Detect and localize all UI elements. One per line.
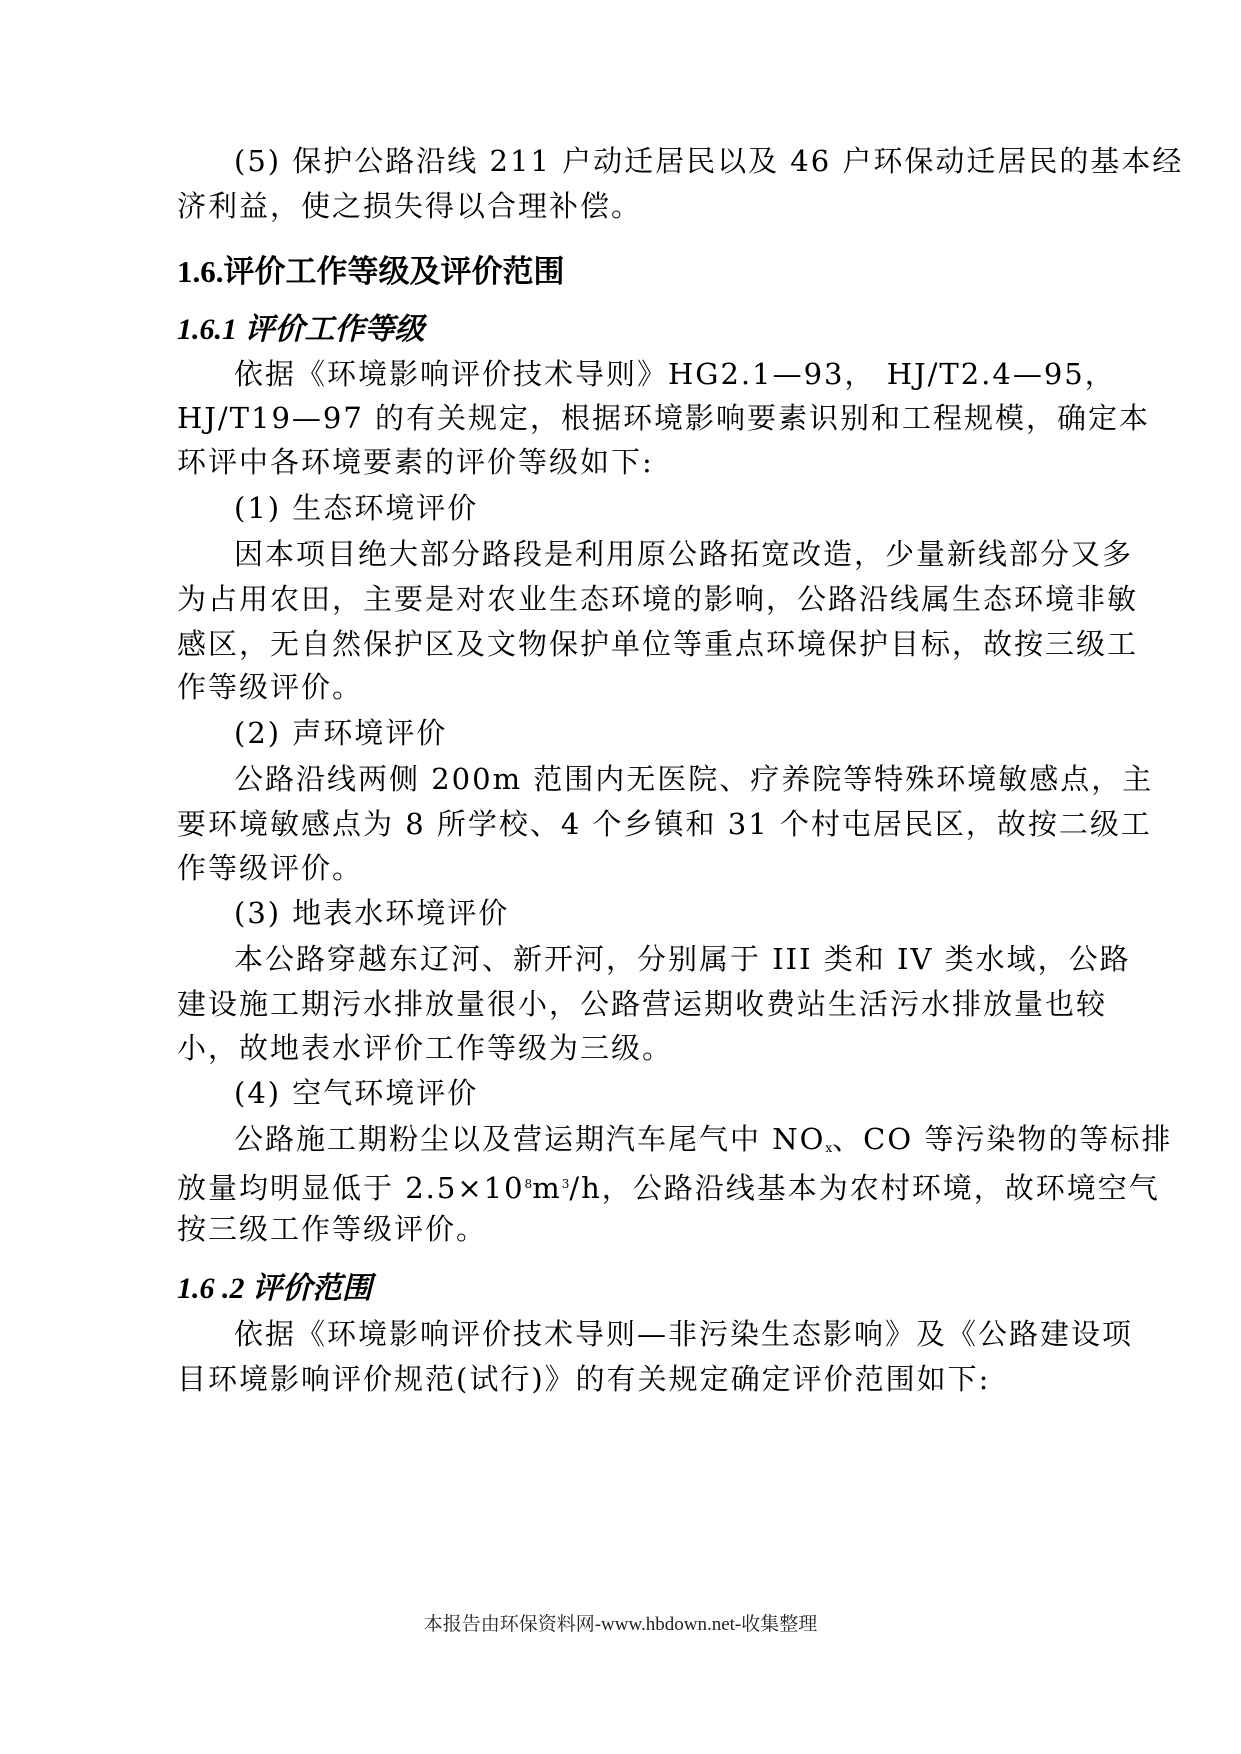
- noise-line1: 公路沿线两侧 200m 范围内无医院、疗养院等特殊环境敏感点，主: [234, 762, 1154, 796]
- scope-line2: 目环境影响评价规范(试行)》的有关规定确定评价范围如下:: [177, 1362, 991, 1396]
- air-line1: [234, 1119, 1173, 1168]
- noise-line2: 要环境敏感点为 8 所学校、4 个乡镇和 31 个村屯居民区，故按二级工: [177, 807, 1152, 841]
- water-line2: 建设施工期污水排放量很小，公路营运期收费站生活污水排放量也较: [177, 987, 1108, 1021]
- air-line2-part-c: /h，公路沿线基本为农村环境，故环境空气: [569, 1171, 1160, 1205]
- air-line1-part-b: 、CO 等污染物的等标排: [832, 1122, 1173, 1156]
- exponent-3: 3: [561, 1177, 570, 1191]
- air-heading: (4) 空气环境评价: [234, 1076, 479, 1110]
- section-heading-1-6-1: 1.6.1 评价工作等级: [177, 313, 425, 346]
- air-line3: 按三级工作等级评价。: [177, 1212, 488, 1246]
- exponent-8: 8: [524, 1177, 533, 1191]
- eco-line3: 感区，无自然保护区及文物保护单位等重点环境保护目标，故按三级工: [177, 627, 1139, 661]
- page-footer: 本报告由环保资料网-www.hbdown.net-收集整理: [423, 1614, 818, 1635]
- scope-line1: 依据《环境影响评价技术导则—非污染生态影响》及《公路建设项: [234, 1317, 1134, 1351]
- nox-subscript: x: [825, 1141, 833, 1155]
- air-line2-part-b: m: [532, 1171, 562, 1205]
- water-heading: (3) 地表水环境评价: [234, 896, 510, 930]
- noise-heading: (2) 声环境评价: [234, 716, 448, 750]
- water-line1: 本公路穿越东辽河、新开河，分别属于 III 类和 IV 类水域，公路: [234, 942, 1131, 976]
- air-line2: [177, 1164, 1160, 1208]
- para5-line1: (5) 保护公路沿线 211 户动迁居民以及 46 户环保动迁居民的基本经: [234, 144, 1184, 178]
- section-heading-1-6: 1.6.评价工作等级及评价范围: [177, 254, 565, 289]
- noise-line3: 作等级评价。: [177, 851, 364, 885]
- section-heading-1-6-2: 1.6 .2 评价范围: [177, 1272, 372, 1305]
- eco-line4: 作等级评价。: [177, 670, 364, 704]
- intro-line2: HJ/T19—97 的有关规定，根据环境影响要素识别和工程规模，确定本: [177, 401, 1151, 435]
- water-line3: 小，故地表水评价工作等级为三级。: [177, 1031, 674, 1065]
- eco-line2: 为占用农田，主要是对农业生态环境的影响，公路沿线属生态环境非敏: [177, 582, 1139, 616]
- air-line2-part-a: 放量均明显低于 2.5×10: [177, 1171, 525, 1205]
- para5-line2: 济利益，使之损失得以合理补偿。: [177, 189, 643, 223]
- eco-heading: (1) 生态环境评价: [234, 491, 479, 525]
- intro-line3: 环评中各环境要素的评价等级如下:: [177, 445, 654, 479]
- intro-line1: 依据《环境影响评价技术导则》HG2.1—93， HJ/T2.4—95，: [234, 357, 1116, 391]
- eco-line1: 因本项目绝大部分路段是利用原公路拓宽改造，少量新线部分又多: [234, 537, 1134, 571]
- air-line1-part-a: 公路施工期粉尘以及营运期汽车尾气中 NO: [234, 1122, 826, 1156]
